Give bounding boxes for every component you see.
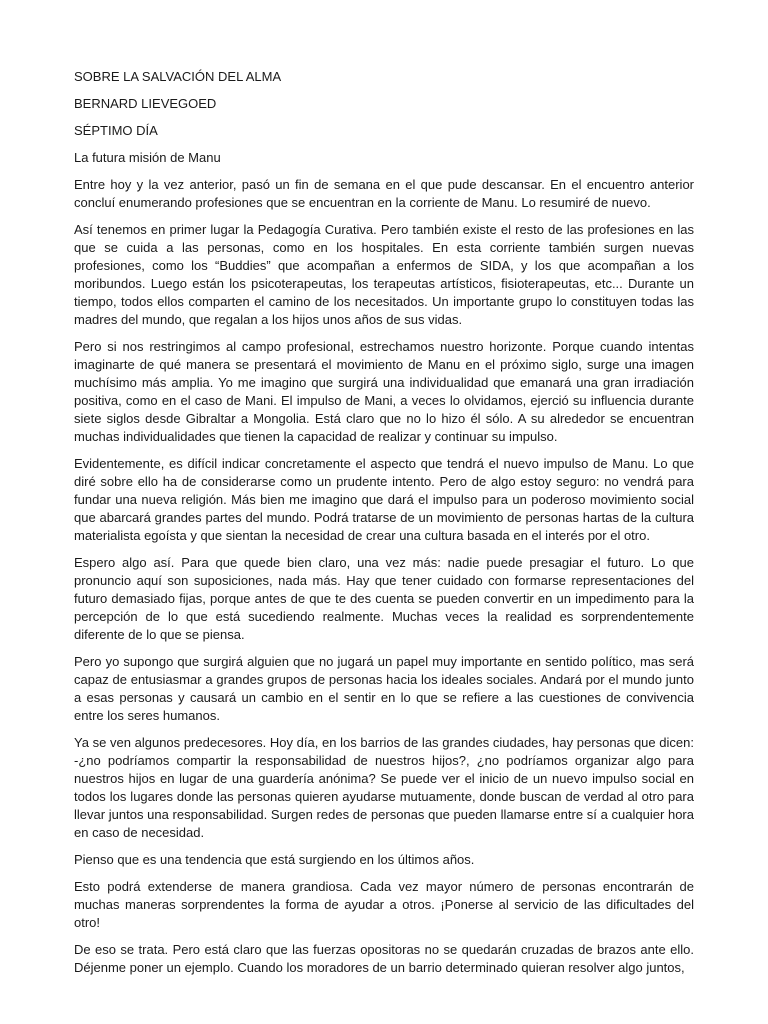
paragraph: Pero si nos restringimos al campo profesional, estrechamos nuestro horizonte. Porque cuando intentas imaginarte de qué manera se presentará el movimiento de Manu en el próximo siglo, surge una imagen muchísimo más amplia. Yo me imagino que surgirá una individualidad que emanará una gran irradiación positiva, como en el caso de Mani. El impulso de Mani, a veces lo olvidamos, ejerció su influencia durante siete siglos desde Gibraltar a Mongolia. Está claro que no lo hizo él sólo. A su alrededor se encuentran muchas individualidades que tienen la capacidad de realizar y continuar su impulso. <box>74 339 694 444</box>
paragraph: Entre hoy y la vez anterior, pasó un fin de semana en el que pude descansar. En el encuentro anterior concluí enumerando profesiones que se encuentran en la corriente de Manu. Lo resumiré de nuevo. <box>74 177 694 210</box>
document-page <box>74 68 694 986</box>
paragraph: Evidentemente, es difícil indicar concretamente el aspecto que tendrá el nuevo impulso de Manu. Lo que diré sobre ello ha de considerarse como un prudente intento. Pero de algo estoy seguro: no vendrá para fundar una nueva religión. Más bien me imagino que dará el impulso para un poderoso movimiento social que abarcará grandes partes del mundo. Podrá tratarse de un movimiento de personas hartas de la cultura materialista egoísta y que sientan la necesidad de crear una cultura basada en el interés por el otro. <box>74 456 694 543</box>
paragraph: Pienso que es una tendencia que está surgiendo en los últimos años. <box>74 852 475 867</box>
paragraph: Así tenemos en primer lugar la Pedagogía Curativa. Pero también existe el resto de las profesiones en las que se cuida a las personas, como en los hospitales. En esta corriente también surgen nuevas profesiones, como los “Buddies” que acompañan a enfermos de SIDA, y los que acompañan a los moribundos. Luego están los psicoterapeutas, los terapeutas artísticos, fisioterapeutas, etc... Durante un tiempo, todos ellos comparten el camino de los necesitados. Un importante grupo lo constituyen todas las madres del mundo, que regalan a los hijos unos años de sus vidas. <box>74 222 694 327</box>
paragraph: De eso se trata. Pero está claro que las fuerzas opositoras no se quedarán cruzadas de brazos ante ello. Déjenme poner un ejemplo. Cuando los moradores de un barrio determinado quieran resolver algo juntos, <box>74 942 694 975</box>
book-title: SOBRE LA SALVACIÓN DEL ALMA <box>74 69 282 84</box>
paragraph: Espero algo así. Para que quede bien claro, una vez más: nadie puede presagiar el futuro. Lo que pronuncio aquí son suposiciones, nada más. Hay que tener cuidado con formarse representaciones del futuro demasiado fijas, porque antes de que te des cuenta se pueden convertir en un impedimento para la percepción de lo que está sucediendo realmente. Muchas veces la realidad es sorprendentemente diferente de lo que se piensa. <box>74 555 694 642</box>
section-title: La futura misión de Manu <box>74 150 221 165</box>
paragraph: Pero yo supongo que surgirá alguien que no jugará un papel muy importante en sentido político, mas será capaz de entusiasmar a grandes grupos de personas hacia los ideales sociales. Andará por el mundo junto a esas personas y causará un cambio en el sentir en lo que se refiere a las cuestiones de convivencia entre los seres humanos. <box>74 654 694 723</box>
day-title: SÉPTIMO DÍA <box>74 123 158 138</box>
author-name: BERNARD LIEVEGOED <box>74 96 217 111</box>
paragraph: Esto podrá extenderse de manera grandiosa. Cada vez mayor número de personas encontrarán de muchas maneras sorprendentes la forma de ayudar a otros. ¡Ponerse al servicio de las dificultades del otro! <box>74 879 694 930</box>
paragraph: Ya se ven algunos predecesores. Hoy día, en los barrios de las grandes ciudades, hay personas que dicen: -¿no podríamos compartir la responsabilidad de nuestros hijos?, ¿no podríamos organizar algo para nuestros hijos en lugar de una guardería anónima? Se puede ver el inicio de un nuevo impulso social en todos los lugares donde las personas quieren ayudarse mutuamente, donde buscan de verdad al otro para llevar juntos una responsabilidad. Surgen redes de personas que pueden llamarse entre sí a cualquier hora en caso de necesidad. <box>74 735 694 840</box>
